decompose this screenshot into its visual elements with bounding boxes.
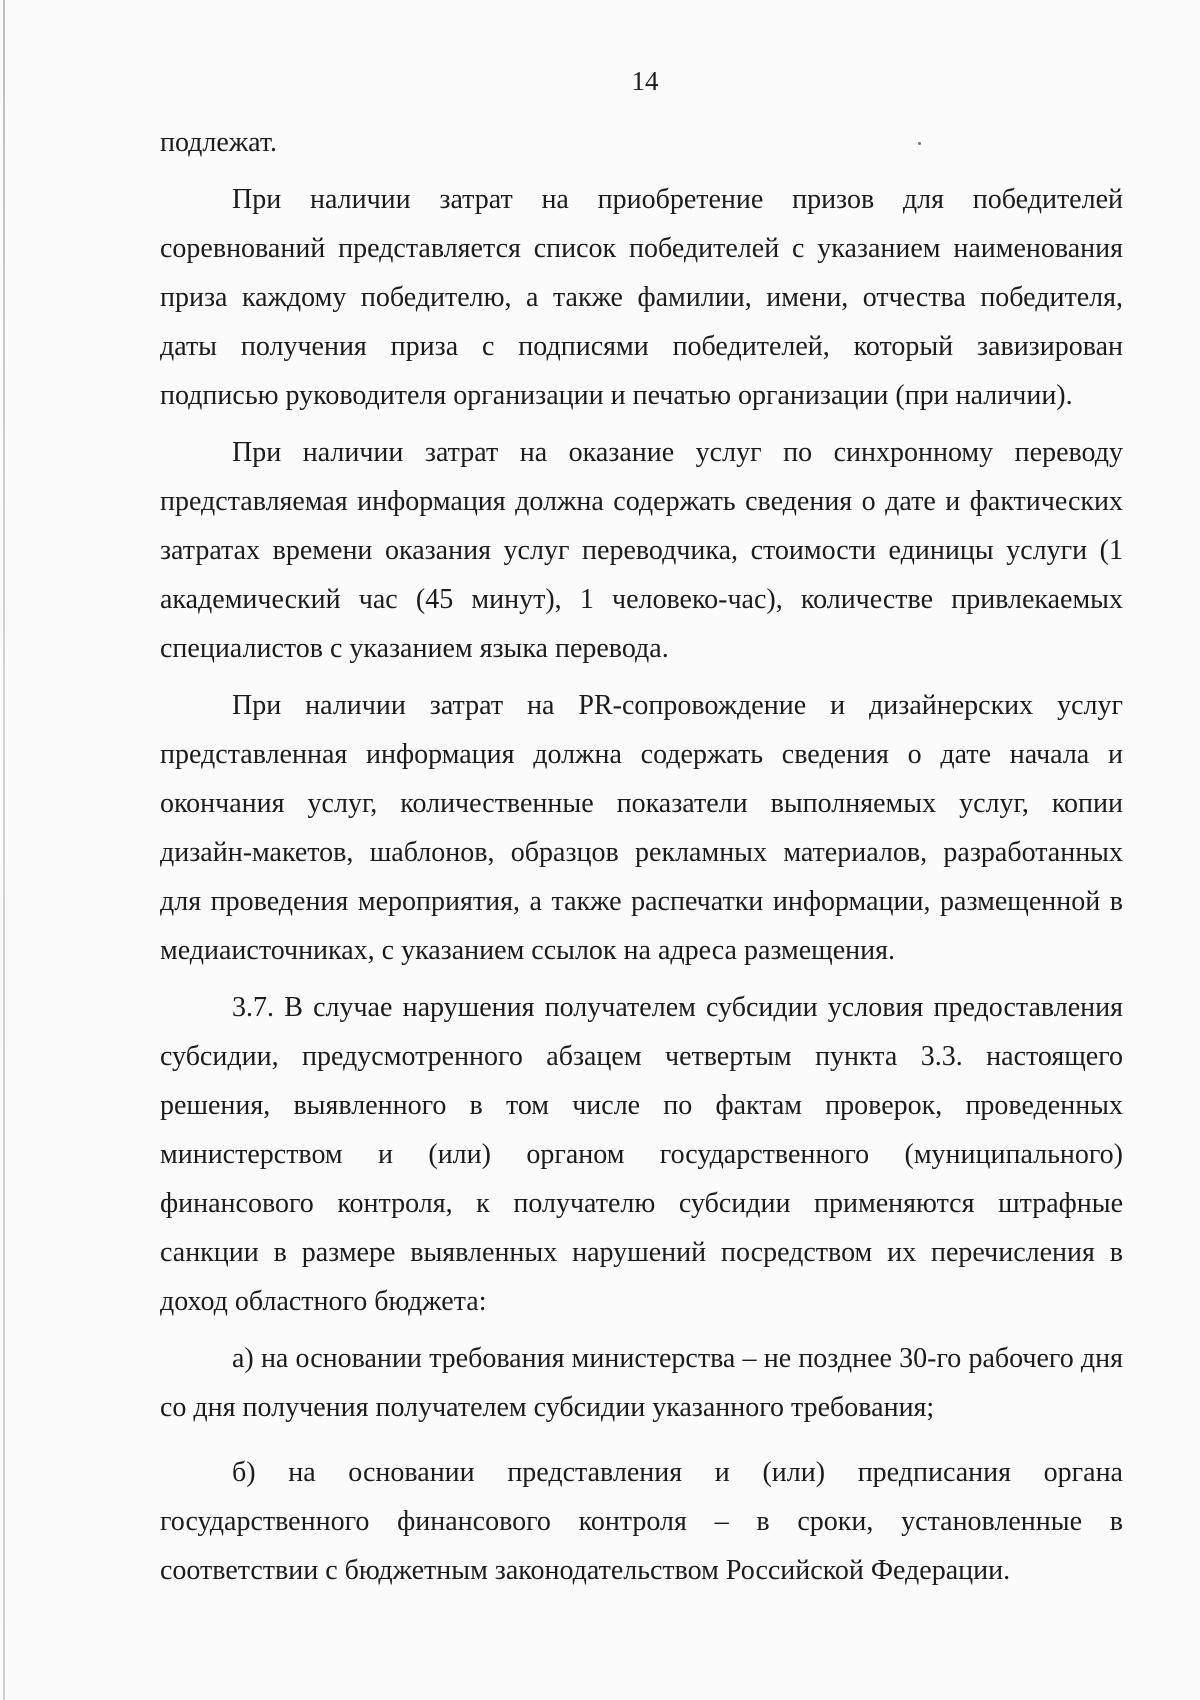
paragraph-item-a: а) на основании требования министерства – не позднее 30-го рабочего дня со дня получения получателем субсидии указанного требования;	[160, 1343, 1123, 1423]
page-number: 14	[631, 66, 659, 96]
scan-edge	[3, 0, 5, 1700]
paragraph-3-7: 3.7. В случае нарушения получателем субсидии условия предоставления субсидии, предусмотренного абзацем четвертым пункта 3.3. настоящего решения, выявленного в том числе по фактам проверок, проведенных министерством и (или) органом государственного (муниципального) финансового контроля, к получателю субсидии применяются штрафные санкции в размере выявленных нарушений посредством их перечисления в доход областного бюджета:	[160, 992, 1123, 1317]
paragraph-item-b: б) на основании представления и (или) предписания органа государственного финансового контроля – в сроки, установленные в соответствии с бюджетным законодательством Российской Федерации.	[160, 1457, 1123, 1586]
paragraph-pr-design: При наличии затрат на PR-сопровождение и дизайнерских услуг представленная информация должна содержать сведения о дате начала и окончания услуг, количественные показатели выполняемых услуг, копии дизайн-макетов, шаблонов, образцов рекламных материалов, разработанных для проведения мероприятия, а также распечатки информации, размещенной в медиаисточниках, с указанием ссылок на адреса размещения.	[160, 690, 1123, 966]
document-body	[160, 118, 1123, 1595]
paragraph-prizes: При наличии затрат на приобретение призов для победителей соревнований представляется список победителей с указанием наименования приза каждому победителю, а также фамилии, имени, отчества победителя, даты получения приза с подписями победителей, который завизирован подписью руководителя организации и печатью организации (при наличии).	[160, 184, 1123, 411]
paragraph-continuation: подлежат.	[160, 127, 278, 158]
paragraph-translation: При наличии затрат на оказание услуг по синхронному переводу представляемая информация должна содержать сведения о дате и фактических затратах времени оказания услуг переводчика, стоимости единицы услуги (1 академический час (45 минут), 1 человеко-час), количестве привлекаемых специалистов с указанием языка перевода.	[160, 437, 1123, 664]
